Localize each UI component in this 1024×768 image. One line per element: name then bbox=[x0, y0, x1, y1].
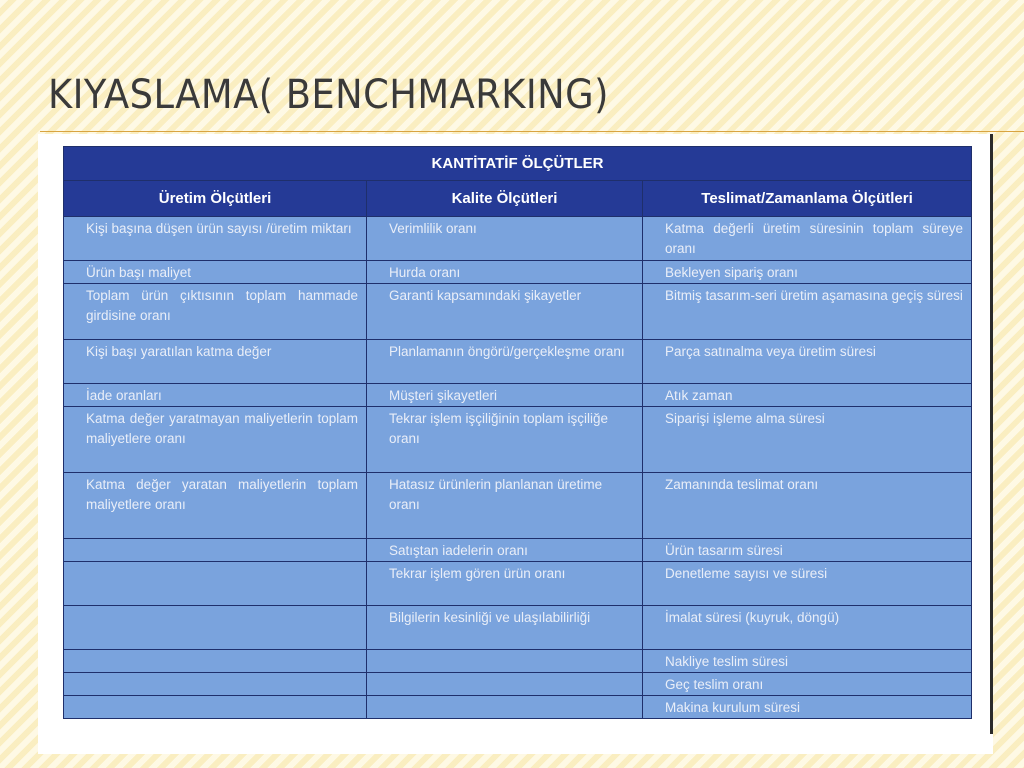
table-row bbox=[64, 384, 972, 407]
frame-edge bbox=[990, 134, 993, 734]
table-cell-production: Kişi başına düşen ürün sayısı /üretim miktarı bbox=[64, 217, 367, 261]
table-cell-delivery: Siparişi işleme alma süresi bbox=[643, 407, 972, 473]
table-row bbox=[64, 673, 972, 696]
table-cell-delivery: Zamanında teslimat oranı bbox=[643, 473, 972, 539]
title-divider bbox=[40, 131, 1024, 132]
table-row bbox=[64, 696, 972, 719]
slide-title: KIYASLAMA( BENCHMARKING) bbox=[48, 72, 609, 118]
table-cell-production bbox=[64, 562, 367, 606]
table-row bbox=[64, 340, 972, 384]
table-cell-delivery: Parça satınalma veya üretim süresi bbox=[643, 340, 972, 384]
table-cell-quality: Bilgilerin kesinliği ve ulaşılabilirliği bbox=[367, 606, 643, 650]
table-cell-production bbox=[64, 650, 367, 673]
table-row bbox=[64, 606, 972, 650]
table-cell-delivery: Denetleme sayısı ve süresi bbox=[643, 562, 972, 606]
table-row bbox=[64, 650, 972, 673]
table-cell-quality: Hatasız ürünlerin planlanan üretime oranı bbox=[367, 473, 643, 539]
table-cell-quality bbox=[367, 696, 643, 719]
table-cell-quality: Garanti kapsamındaki şikayetler bbox=[367, 284, 643, 340]
table-cell-production bbox=[64, 696, 367, 719]
table-row bbox=[64, 562, 972, 606]
table-row bbox=[64, 217, 972, 261]
table-cell-production bbox=[64, 673, 367, 696]
table-cell-quality bbox=[367, 673, 643, 696]
column-header-delivery: Teslimat/Zamanlama Ölçütleri bbox=[643, 181, 972, 217]
table-cell-delivery: Bekleyen sipariş oranı bbox=[643, 261, 972, 284]
table-cell-production: Ürün başı maliyet bbox=[64, 261, 367, 284]
table-cell-quality: Müşteri şikayetleri bbox=[367, 384, 643, 407]
table-row bbox=[64, 261, 972, 284]
table-cell-quality: Tekrar işlem gören ürün oranı bbox=[367, 562, 643, 606]
table-cell-production: Katma değer yaratan maliyetlerin toplam maliyetlere oranı bbox=[64, 473, 367, 539]
table-row bbox=[64, 284, 972, 340]
table-cell-quality: Verimlilik oranı bbox=[367, 217, 643, 261]
table-cell-delivery: Atık zaman bbox=[643, 384, 972, 407]
table-cell-production bbox=[64, 539, 367, 562]
table-cell-delivery: Bitmiş tasarım-seri üretim aşamasına geçiş süresi bbox=[643, 284, 972, 340]
table-cell-production: Katma değer yaratmayan maliyetlerin toplam maliyetlere oranı bbox=[64, 407, 367, 473]
kpi-table bbox=[63, 146, 972, 719]
table-cell-delivery: İmalat süresi (kuyruk, döngü) bbox=[643, 606, 972, 650]
table-cell-quality: Planlamanın öngörü/gerçekleşme oranı bbox=[367, 340, 643, 384]
table-row bbox=[64, 407, 972, 473]
table-cell-delivery: Ürün tasarım süresi bbox=[643, 539, 972, 562]
table-cell-delivery: Geç teslim oranı bbox=[643, 673, 972, 696]
table-row bbox=[64, 539, 972, 562]
column-header-quality: Kalite Ölçütleri bbox=[367, 181, 643, 217]
table-cell-quality: Satıştan iadelerin oranı bbox=[367, 539, 643, 562]
table-cell-production: İade oranları bbox=[64, 384, 367, 407]
table-cell-delivery: Nakliye teslim süresi bbox=[643, 650, 972, 673]
column-header-production: Üretim Ölçütleri bbox=[64, 181, 367, 217]
table-cell-delivery: Makina kurulum süresi bbox=[643, 696, 972, 719]
table-title: KANTİTATİF ÖLÇÜTLER bbox=[64, 147, 972, 181]
table-row bbox=[64, 473, 972, 539]
table-cell-quality: Tekrar işlem işçiliğinin toplam işçiliğe oranı bbox=[367, 407, 643, 473]
table-cell-quality: Hurda oranı bbox=[367, 261, 643, 284]
table-cell-production: Toplam ürün çıktısının toplam hammade girdisine oranı bbox=[64, 284, 367, 340]
table-cell-production bbox=[64, 606, 367, 650]
table-cell-delivery: Katma değerli üretim süresinin toplam süreye oranı bbox=[643, 217, 972, 261]
table-cell-quality bbox=[367, 650, 643, 673]
table-cell-production: Kişi başı yaratılan katma değer bbox=[64, 340, 367, 384]
